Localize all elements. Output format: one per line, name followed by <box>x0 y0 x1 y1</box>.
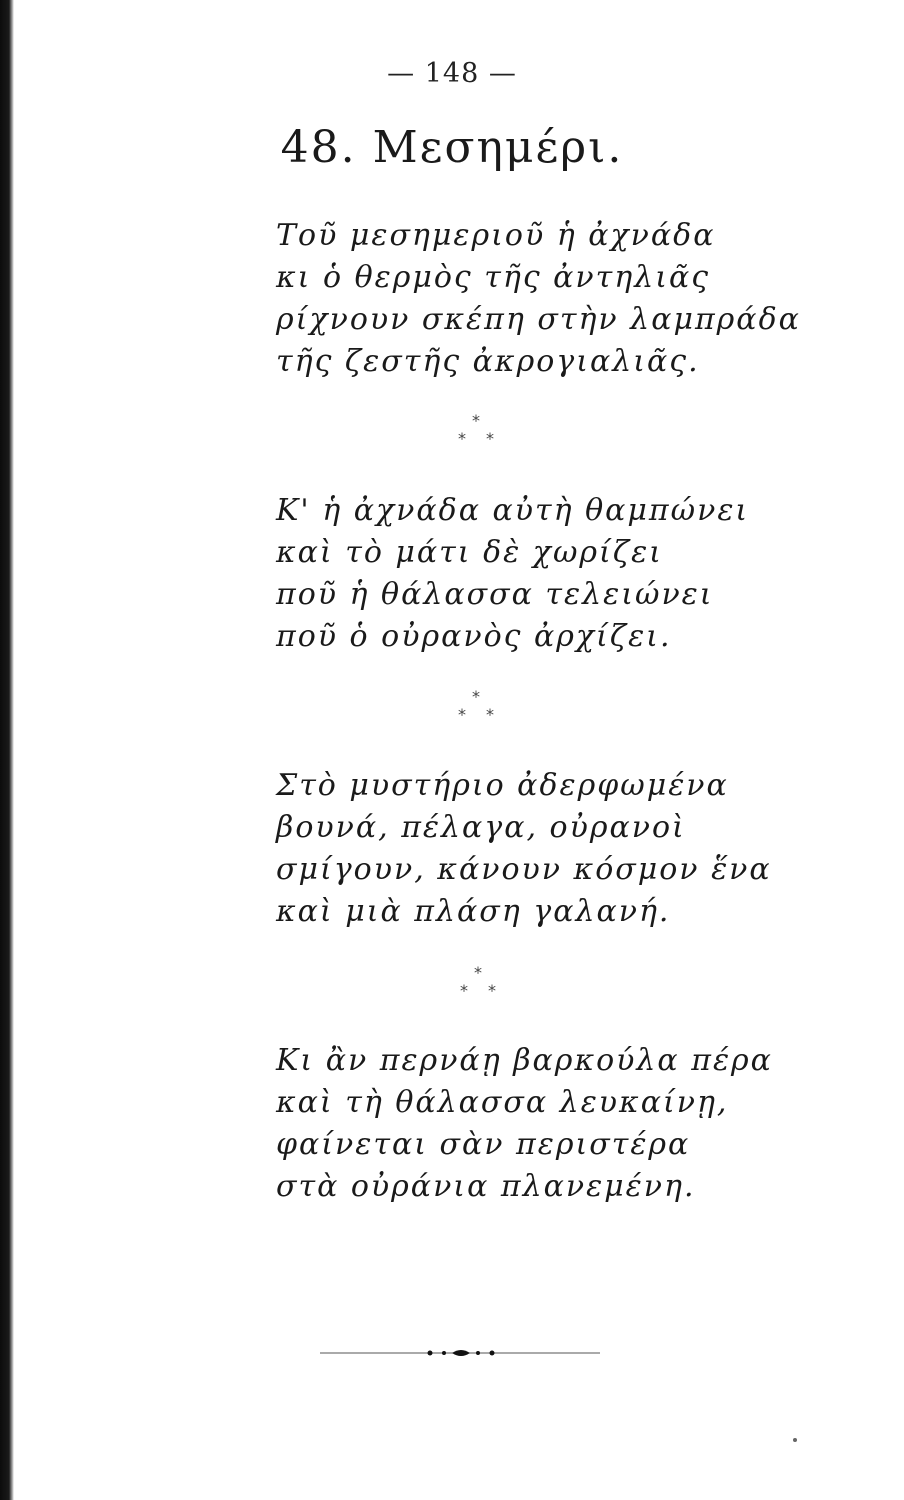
asterism-star: * <box>472 411 480 430</box>
tailpiece-dot <box>442 1351 446 1355</box>
tailpiece-dot <box>490 1351 495 1356</box>
asterism-star: * <box>486 705 494 724</box>
asterism-star: * <box>458 429 466 448</box>
verse-line: καὶ τὸ μάτι δὲ χωρίζει <box>276 535 663 570</box>
tailpiece-dot <box>428 1351 433 1356</box>
stanza-4 <box>276 1040 773 1208</box>
scan-edge <box>0 0 14 1500</box>
asterism-star: * <box>472 687 480 706</box>
asterism-divider <box>458 689 498 733</box>
verse-line: Κ' ἡ ἀχνάδα αὐτὴ θαμπώνει <box>276 493 750 528</box>
verse-line: στὰ οὐράνια πλανεμένη. <box>276 1169 696 1204</box>
asterism-divider <box>458 413 498 457</box>
asterism-divider <box>460 965 500 1009</box>
verse-line: σμίγουν, κάνουν κόσμον ἕνα <box>276 852 772 887</box>
verse-line: κι ὁ θερμὸς τῆς ἀντηλιᾶς <box>276 260 711 295</box>
verse-line: ποῦ ὁ οὐρανὸς ἀρχίζει. <box>276 619 672 654</box>
verse-line: καὶ μιὰ πλάση γαλανή. <box>276 894 671 929</box>
verse-line: βουνά, πέλαγα, οὐρανοὶ <box>276 810 686 845</box>
stanza-1 <box>276 215 801 383</box>
tailpiece-ornament <box>320 1346 600 1360</box>
verse-line: ρίχνουν σκέπη στὴν λαμπράδα <box>276 302 801 337</box>
verse-line: Κι ἂν περνάῃ βαρκούλα πέρα <box>276 1043 773 1078</box>
page-number: — 148 — <box>387 58 517 89</box>
asterism-star: * <box>460 981 468 1000</box>
verse-line: τῆς ζεστῆς ἀκρογιαλιᾶς. <box>276 344 700 379</box>
asterism-star: * <box>458 705 466 724</box>
verse-line: φαίνεται σὰν περιστέρα <box>276 1127 691 1162</box>
paper-speck <box>793 1438 797 1442</box>
asterism-star: * <box>474 963 482 982</box>
stanza-3 <box>276 765 772 933</box>
verse-line: Στὸ μυστήριο ἀδερφωμένα <box>276 768 729 803</box>
tailpiece-leaf <box>452 1350 470 1356</box>
poem-title: 48. Μεσημέρι. <box>280 122 624 173</box>
verse-line: καὶ τὴ θάλασσα λευκαίνῃ, <box>276 1085 729 1120</box>
stanza-2 <box>276 490 749 658</box>
verse-line: Τοῦ μεσημεριοῦ ἡ ἀχνάδα <box>276 218 716 253</box>
verse-line: ποῦ ἡ θάλασσα τελειώνει <box>276 577 714 612</box>
tailpiece-dot <box>476 1351 480 1355</box>
asterism-star: * <box>488 981 496 1000</box>
asterism-star: * <box>486 429 494 448</box>
